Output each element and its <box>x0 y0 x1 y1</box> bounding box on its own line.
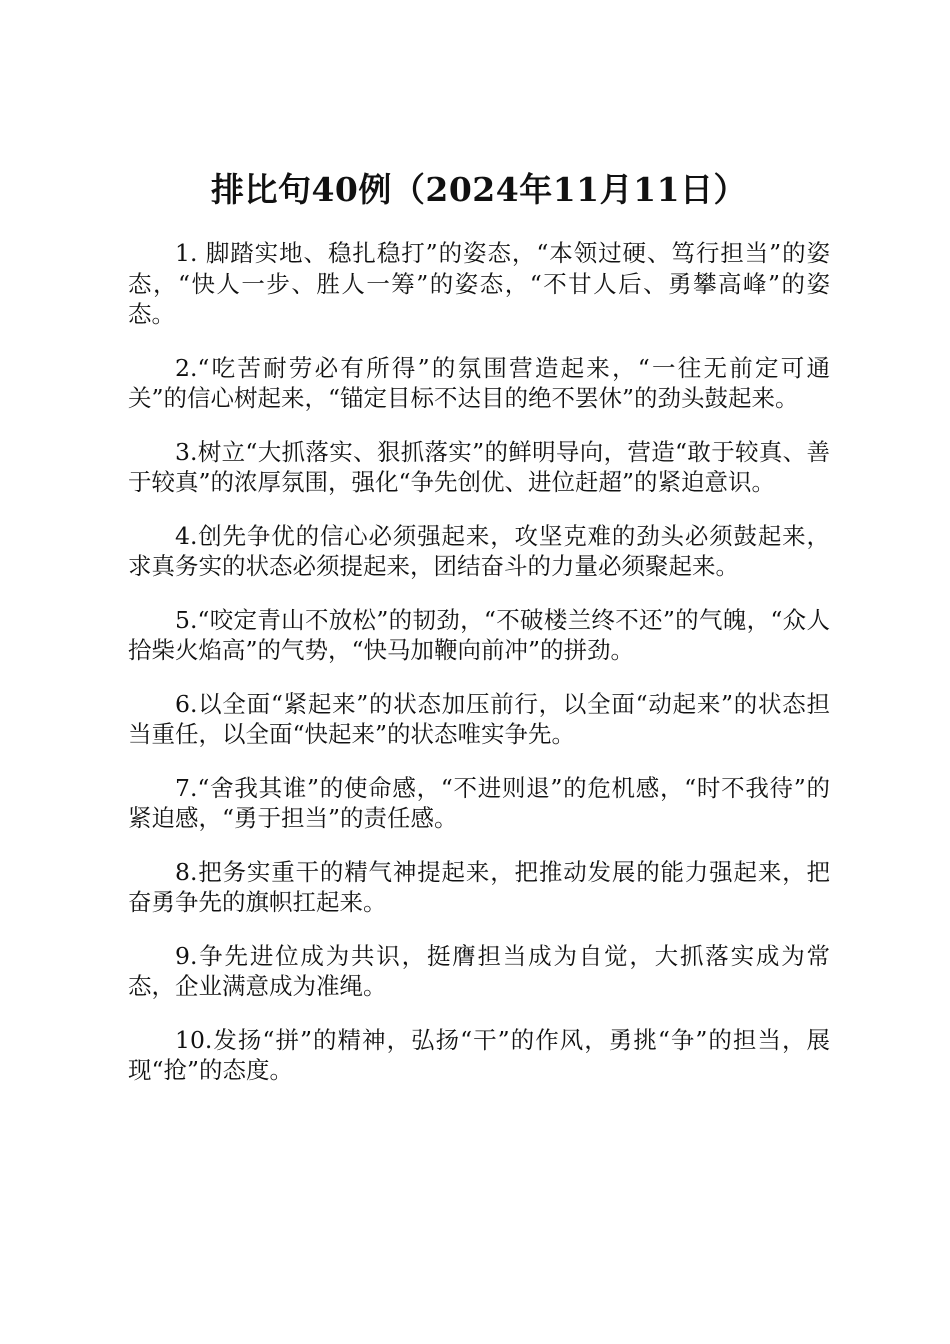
paragraph-7: 7.“舍我其谁”的使命感，“不进则退”的危机感，“时不我待”的紧迫感，“勇于担当”的责任感。 <box>128 773 830 832</box>
document-title: 排比句40例（2024年11月11日） <box>210 170 748 209</box>
paragraph-5: 5.“咬定青山不放松”的韧劲，“不破楼兰终不还”的气魄，“众人拾柴火焰高”的气势，“快马加鞭向前冲”的拼劲。 <box>128 605 830 664</box>
paragraph-1: 1. 脚踏实地、稳扎稳打”的姿态，“本领过硬、笃行担当”的姿态，“快人一步、胜人一筹”的姿态，“不甘人后、勇攀高峰”的姿态。 <box>128 239 830 328</box>
paragraph-2: 2.“吃苦耐劳必有所得”的氛围营造起来，“一往无前定可通关”的信心树起来，“锚定目标不达目的绝不罢休”的劲头鼓起来。 <box>128 353 830 412</box>
paragraph-6: 6.以全面“紧起来”的状态加压前行，以全面“动起来”的状态担当重任，以全面“快起来”的状态唯实争先。 <box>128 689 830 748</box>
paragraph-4: 4.创先争优的信心必须强起来，攻坚克难的劲头必须鼓起来，求真务实的状态必须提起来，团结奋斗的力量必须聚起来。 <box>128 521 830 580</box>
paragraph-3: 3.树立“大抓落实、狠抓落实”的鲜明导向，营造“敢于较真、善于较真”的浓厚氛围，强化“争先创优、进位赶超”的紧迫意识。 <box>128 437 830 496</box>
paragraph-10: 10.发扬“拼”的精神，弘扬“干”的作风，勇挑“争”的担当，展现“抢”的态度。 <box>128 1025 830 1084</box>
document-page <box>128 168 830 1109</box>
paragraph-8: 8.把务实重干的精气神提起来，把推动发展的能力强起来，把奋勇争先的旗帜扛起来。 <box>128 857 830 916</box>
paragraph-9: 9.争先进位成为共识，挺膺担当成为自觉，大抓落实成为常态，企业满意成为准绳。 <box>128 941 830 1000</box>
